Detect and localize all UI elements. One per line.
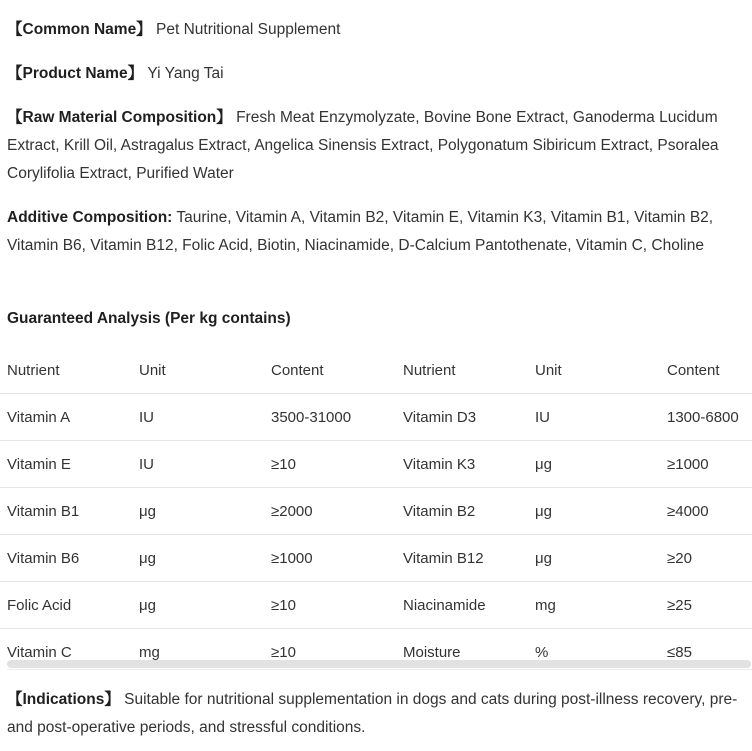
analysis-table [0,347,752,675]
cell-nutrient: Moisture [403,643,461,661]
table-row [0,535,752,582]
table-divider [7,669,752,670]
cell-nutrient: Vitamin E [7,455,71,473]
cell-content: ≥25 [667,596,692,614]
indications-value: Suitable for nutritional supplementation in dogs and cats during post-illness recovery, pre- and post-operative periods, and stressful conditions. [7,691,738,736]
common-name-label: 【Common Name】 [7,21,152,38]
analysis-table-container [0,347,752,675]
table-row [0,394,752,441]
additive-paragraph [7,204,748,260]
table-horizontal-scrollbar[interactable] [7,660,751,668]
cell-nutrient: Vitamin K3 [403,455,476,473]
product-name-line [7,60,748,88]
cell-unit: mg [535,596,556,614]
cell-nutrient: Vitamin D3 [403,408,477,426]
table-header-row [0,347,752,394]
cell-unit: mg [139,643,160,661]
additive-value: Taurine, Vitamin A, Vitamin B2, Vitamin E, Vitamin K3, Vitamin B1, Vitamin B2, Vitamin B6, Vitamin B12, Folic Acid, Biotin, Niacinamide, D-Calcium Pantothenate, Vitamin C, Choline [7,209,714,254]
header-unit: Unit [535,361,562,379]
cell-content: ≤85 [667,643,692,661]
cell-content: ≥2000 [271,502,313,520]
cell-nutrient: Vitamin B12 [403,549,484,567]
cell-unit: IU [139,408,154,426]
cell-unit: IU [139,455,154,473]
additive-label: Additive Composition: [7,209,173,226]
cell-nutrient: Vitamin B2 [403,502,476,520]
cell-nutrient: Vitamin A [7,408,71,426]
cell-content: ≥1000 [667,455,709,473]
cell-nutrient: Folic Acid [7,596,72,614]
product-name-value: Yi Yang Tai [147,65,224,82]
cell-content: ≥10 [271,596,296,614]
cell-content: 3500-31000 [271,408,352,426]
cell-unit: μg [535,549,552,567]
product-name-label: 【Product Name】 [7,65,144,82]
analysis-heading: Guaranteed Analysis (Per kg contains) [7,310,291,327]
cell-content: ≥1000 [271,549,313,567]
indications-paragraph [7,686,748,742]
cell-nutrient: Vitamin B6 [7,549,80,567]
cell-content: ≥4000 [667,502,709,520]
cell-unit: μg [535,502,552,520]
raw-material-label: 【Raw Material Composition】 [7,109,232,126]
cell-unit: μg [139,502,156,520]
cell-nutrient: Vitamin C [7,643,72,661]
raw-material-value: Fresh Meat Enzymolyzate, Bovine Bone Extract, Ganoderma Lucidum Extract, Krill Oil, Astragalus Extract, Angelica Sinensis Extract, Polygonatum Sibiricum Extract, Psoralea Corylifolia Extract, Purified Water [7,109,719,182]
table-row [0,582,752,629]
cell-unit: μg [139,549,156,567]
cell-unit: μg [535,455,552,473]
cell-nutrient: Niacinamide [403,596,486,614]
common-name-line [7,16,748,44]
header-nutrient: Nutrient [403,361,456,379]
raw-material-paragraph [7,104,748,188]
cell-unit: % [535,643,549,661]
cell-content: 1300-6800 [667,408,739,426]
common-name-value: Pet Nutritional Supplement [156,21,341,38]
cell-unit: IU [535,408,550,426]
table-row [0,488,752,535]
header-content: Content [667,361,720,379]
indications-label: 【Indications】 [7,691,120,708]
cell-nutrient: Vitamin B1 [7,502,80,520]
header-nutrient: Nutrient [7,361,60,379]
cell-content: ≥10 [271,455,296,473]
cell-content: ≥20 [667,549,692,567]
cell-content: ≥10 [271,643,296,661]
table-row [0,441,752,488]
header-unit: Unit [139,361,166,379]
cell-unit: μg [139,596,156,614]
header-content: Content [271,361,324,379]
